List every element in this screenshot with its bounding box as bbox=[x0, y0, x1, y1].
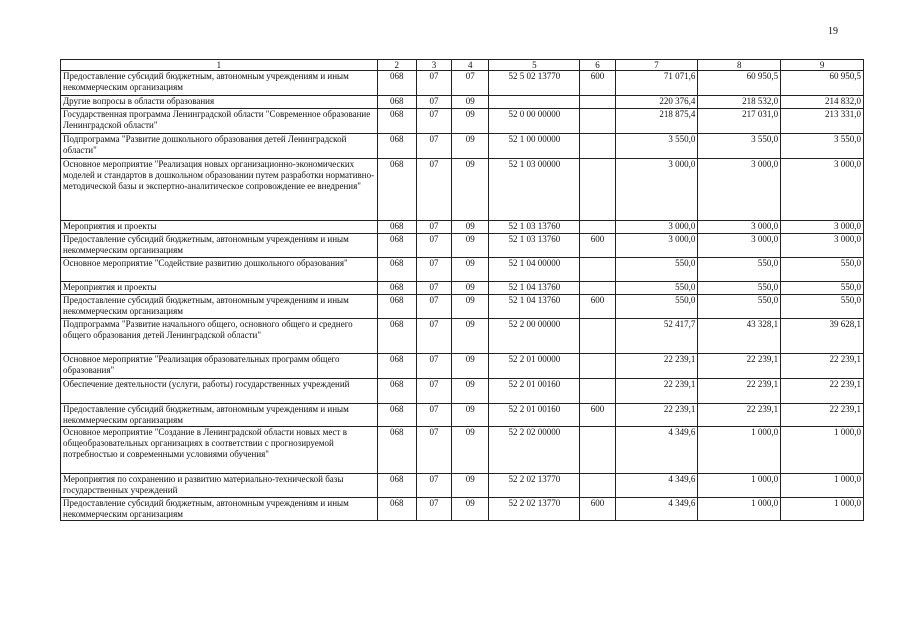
admin-code: 068 bbox=[377, 354, 416, 379]
column-header: 9 bbox=[781, 60, 864, 71]
admin-code: 068 bbox=[377, 295, 416, 319]
amount-year-1: 550,0 bbox=[615, 258, 698, 282]
page-number: 19 bbox=[828, 26, 838, 37]
amount-year-2: 550,0 bbox=[698, 258, 781, 282]
section-code: 07 bbox=[416, 319, 451, 354]
expense-type-code bbox=[580, 319, 615, 354]
expense-type-code bbox=[580, 159, 615, 221]
table-row bbox=[61, 354, 864, 379]
admin-code: 068 bbox=[377, 71, 416, 96]
table-row bbox=[61, 282, 864, 295]
column-header: 8 bbox=[698, 60, 781, 71]
amount-year-3: 3 000,0 bbox=[781, 234, 864, 258]
budget-table bbox=[60, 59, 864, 521]
row-description: Обеспечение деятельности (услуги, работы) государственных учреждений bbox=[61, 379, 378, 404]
target-article-code: 52 1 04 13760 bbox=[489, 295, 580, 319]
target-article-code: 52 2 01 00160 bbox=[489, 404, 580, 427]
amount-year-1: 22 239,1 bbox=[615, 404, 698, 427]
section-code: 07 bbox=[416, 379, 451, 404]
expense-type-code: 600 bbox=[580, 498, 615, 521]
section-code: 07 bbox=[416, 295, 451, 319]
table-row bbox=[61, 427, 864, 474]
target-article-code: 52 1 04 13760 bbox=[489, 282, 580, 295]
amount-year-2: 550,0 bbox=[698, 295, 781, 319]
section-code: 07 bbox=[416, 474, 451, 498]
target-article-code: 52 1 03 13760 bbox=[489, 221, 580, 234]
row-description: Основное мероприятие "Содействие развитию дошкольного образования" bbox=[61, 258, 378, 282]
subsection-code: 09 bbox=[452, 295, 489, 319]
row-description: Предоставление субсидий бюджетным, автономным учреждениям и иным некоммерческим организациям bbox=[61, 295, 378, 319]
admin-code: 068 bbox=[377, 258, 416, 282]
amount-year-1: 22 239,1 bbox=[615, 379, 698, 404]
column-header: 7 bbox=[615, 60, 698, 71]
admin-code: 068 bbox=[377, 159, 416, 221]
table-row bbox=[61, 319, 864, 354]
expense-type-code bbox=[580, 221, 615, 234]
expense-type-code: 600 bbox=[580, 295, 615, 319]
amount-year-2: 3 000,0 bbox=[698, 159, 781, 221]
table-row bbox=[61, 474, 864, 498]
target-article-code: 52 1 03 13760 bbox=[489, 234, 580, 258]
row-description: Мероприятия по сохранению и развитию материально-технической базы государственных учреждений bbox=[61, 474, 378, 498]
column-header: 3 bbox=[416, 60, 451, 71]
expense-type-code: 600 bbox=[580, 234, 615, 258]
amount-year-2: 43 328,1 bbox=[698, 319, 781, 354]
section-code: 07 bbox=[416, 282, 451, 295]
table-row bbox=[61, 234, 864, 258]
amount-year-3: 1 000,0 bbox=[781, 427, 864, 474]
subsection-code: 09 bbox=[452, 427, 489, 474]
amount-year-3: 39 628,1 bbox=[781, 319, 864, 354]
admin-code: 068 bbox=[377, 474, 416, 498]
expense-type-code bbox=[580, 379, 615, 404]
table-row bbox=[61, 71, 864, 96]
section-code: 07 bbox=[416, 258, 451, 282]
target-article-code: 52 2 01 00000 bbox=[489, 354, 580, 379]
amount-year-3: 214 832,0 bbox=[781, 96, 864, 109]
section-code: 07 bbox=[416, 96, 451, 109]
section-code: 07 bbox=[416, 404, 451, 427]
subsection-code: 09 bbox=[452, 96, 489, 109]
admin-code: 068 bbox=[377, 282, 416, 295]
amount-year-1: 3 000,0 bbox=[615, 234, 698, 258]
subsection-code: 09 bbox=[452, 234, 489, 258]
target-article-code: 52 1 03 00000 bbox=[489, 159, 580, 221]
expense-type-code bbox=[580, 109, 615, 134]
amount-year-3: 1 000,0 bbox=[781, 498, 864, 521]
table-row bbox=[61, 96, 864, 109]
row-description: Мероприятия и проекты bbox=[61, 282, 378, 295]
table-row bbox=[61, 134, 864, 159]
amount-year-3: 3 550,0 bbox=[781, 134, 864, 159]
admin-code: 068 bbox=[377, 379, 416, 404]
amount-year-1: 218 875,4 bbox=[615, 109, 698, 134]
amount-year-3: 3 000,0 bbox=[781, 159, 864, 221]
target-article-code bbox=[489, 96, 580, 109]
amount-year-1: 3 000,0 bbox=[615, 221, 698, 234]
amount-year-2: 1 000,0 bbox=[698, 474, 781, 498]
subsection-code: 09 bbox=[452, 258, 489, 282]
amount-year-2: 1 000,0 bbox=[698, 427, 781, 474]
expense-type-code: 600 bbox=[580, 71, 615, 96]
section-code: 07 bbox=[416, 134, 451, 159]
row-description: Государственная программа Ленинградской области "Современное образование Ленинградской области" bbox=[61, 109, 378, 134]
target-article-code: 52 2 01 00160 bbox=[489, 379, 580, 404]
section-code: 07 bbox=[416, 71, 451, 96]
amount-year-2: 1 000,0 bbox=[698, 498, 781, 521]
amount-year-3: 22 239,1 bbox=[781, 354, 864, 379]
row-description: Предоставление субсидий бюджетным, автономным учреждениям и иным некоммерческим организациям bbox=[61, 71, 378, 96]
subsection-code: 09 bbox=[452, 474, 489, 498]
table-row bbox=[61, 221, 864, 234]
subsection-code: 09 bbox=[452, 354, 489, 379]
row-description: Подпрограмма "Развитие дошкольного образования детей Ленинградской области" bbox=[61, 134, 378, 159]
target-article-code: 52 1 04 00000 bbox=[489, 258, 580, 282]
amount-year-3: 3 000,0 bbox=[781, 221, 864, 234]
amount-year-3: 60 950,5 bbox=[781, 71, 864, 96]
expense-type-code bbox=[580, 282, 615, 295]
row-description: Основное мероприятие "Создание в Ленинградской области новых мест в общеобразовательных организациях в соответствии с прогнозируемой потребностью и современными условиями обучения" bbox=[61, 427, 378, 474]
subsection-code: 09 bbox=[452, 404, 489, 427]
amount-year-2: 3 000,0 bbox=[698, 221, 781, 234]
table-row bbox=[61, 379, 864, 404]
target-article-code: 52 5 02 13770 bbox=[489, 71, 580, 96]
table-row bbox=[61, 498, 864, 521]
expense-type-code bbox=[580, 134, 615, 159]
expense-type-code bbox=[580, 474, 615, 498]
row-description: Предоставление субсидий бюджетным, автономным учреждениям и иным некоммерческим организациям bbox=[61, 234, 378, 258]
row-description: Основное мероприятие "Реализация новых организационно-экономических моделей и стандартов в дошкольном образовании путем разработки нормативно-методической базы и экспертно-аналитическое сопровождение ее внедрения" bbox=[61, 159, 378, 221]
amount-year-1: 71 071,6 bbox=[615, 71, 698, 96]
section-code: 07 bbox=[416, 427, 451, 474]
amount-year-2: 22 239,1 bbox=[698, 379, 781, 404]
amount-year-1: 3 000,0 bbox=[615, 159, 698, 221]
amount-year-2: 3 550,0 bbox=[698, 134, 781, 159]
admin-code: 068 bbox=[377, 134, 416, 159]
expense-type-code: 600 bbox=[580, 404, 615, 427]
target-article-code: 52 2 00 00000 bbox=[489, 319, 580, 354]
amount-year-1: 4 349,6 bbox=[615, 427, 698, 474]
amount-year-2: 60 950,5 bbox=[698, 71, 781, 96]
expense-type-code bbox=[580, 354, 615, 379]
admin-code: 068 bbox=[377, 319, 416, 354]
amount-year-3: 22 239,1 bbox=[781, 379, 864, 404]
column-header: 2 bbox=[377, 60, 416, 71]
row-description: Предоставление субсидий бюджетным, автономным учреждениям и иным некоммерческим организациям bbox=[61, 404, 378, 427]
amount-year-1: 22 239,1 bbox=[615, 354, 698, 379]
admin-code: 068 bbox=[377, 427, 416, 474]
section-code: 07 bbox=[416, 109, 451, 134]
row-description: Мероприятия и проекты bbox=[61, 221, 378, 234]
row-description: Другие вопросы в области образования bbox=[61, 96, 378, 109]
admin-code: 068 bbox=[377, 404, 416, 427]
target-article-code: 52 1 00 00000 bbox=[489, 134, 580, 159]
amount-year-2: 22 239,1 bbox=[698, 404, 781, 427]
section-code: 07 bbox=[416, 498, 451, 521]
subsection-code: 09 bbox=[452, 498, 489, 521]
admin-code: 068 bbox=[377, 109, 416, 134]
amount-year-2: 3 000,0 bbox=[698, 234, 781, 258]
column-header: 5 bbox=[489, 60, 580, 71]
amount-year-1: 4 349,6 bbox=[615, 474, 698, 498]
expense-type-code bbox=[580, 258, 615, 282]
subsection-code: 09 bbox=[452, 282, 489, 295]
amount-year-1: 52 417,7 bbox=[615, 319, 698, 354]
row-description: Предоставление субсидий бюджетным, автономным учреждениям и иным некоммерческим организациям bbox=[61, 498, 378, 521]
amount-year-3: 550,0 bbox=[781, 258, 864, 282]
target-article-code: 52 2 02 13770 bbox=[489, 474, 580, 498]
subsection-code: 09 bbox=[452, 379, 489, 404]
section-code: 07 bbox=[416, 354, 451, 379]
row-description: Подпрограмма "Развитие начального общего, основного общего и среднего общего образования детей Ленинградской области" bbox=[61, 319, 378, 354]
column-number-row bbox=[61, 60, 864, 71]
amount-year-3: 550,0 bbox=[781, 295, 864, 319]
subsection-code: 09 bbox=[452, 221, 489, 234]
section-code: 07 bbox=[416, 159, 451, 221]
amount-year-1: 550,0 bbox=[615, 282, 698, 295]
amount-year-2: 218 532,0 bbox=[698, 96, 781, 109]
subsection-code: 09 bbox=[452, 109, 489, 134]
section-code: 07 bbox=[416, 221, 451, 234]
target-article-code: 52 0 00 00000 bbox=[489, 109, 580, 134]
admin-code: 068 bbox=[377, 221, 416, 234]
amount-year-3: 1 000,0 bbox=[781, 474, 864, 498]
admin-code: 068 bbox=[377, 96, 416, 109]
amount-year-1: 220 376,4 bbox=[615, 96, 698, 109]
column-header: 1 bbox=[61, 60, 378, 71]
amount-year-1: 550,0 bbox=[615, 295, 698, 319]
section-code: 07 bbox=[416, 234, 451, 258]
admin-code: 068 bbox=[377, 498, 416, 521]
table-row bbox=[61, 295, 864, 319]
target-article-code: 52 2 02 00000 bbox=[489, 427, 580, 474]
column-header: 6 bbox=[580, 60, 615, 71]
amount-year-1: 3 550,0 bbox=[615, 134, 698, 159]
admin-code: 068 bbox=[377, 234, 416, 258]
amount-year-2: 550,0 bbox=[698, 282, 781, 295]
column-header: 4 bbox=[452, 60, 489, 71]
subsection-code: 09 bbox=[452, 319, 489, 354]
table-row bbox=[61, 109, 864, 134]
amount-year-2: 22 239,1 bbox=[698, 354, 781, 379]
subsection-code: 09 bbox=[452, 159, 489, 221]
expense-type-code bbox=[580, 427, 615, 474]
table-row bbox=[61, 404, 864, 427]
table-row bbox=[61, 258, 864, 282]
amount-year-3: 550,0 bbox=[781, 282, 864, 295]
amount-year-3: 22 239,1 bbox=[781, 404, 864, 427]
table-row bbox=[61, 159, 864, 221]
subsection-code: 07 bbox=[452, 71, 489, 96]
amount-year-1: 4 349,6 bbox=[615, 498, 698, 521]
amount-year-2: 217 031,0 bbox=[698, 109, 781, 134]
subsection-code: 09 bbox=[452, 134, 489, 159]
target-article-code: 52 2 02 13770 bbox=[489, 498, 580, 521]
amount-year-3: 213 331,0 bbox=[781, 109, 864, 134]
expense-type-code bbox=[580, 96, 615, 109]
row-description: Основное мероприятие "Реализация образовательных программ общего образования" bbox=[61, 354, 378, 379]
